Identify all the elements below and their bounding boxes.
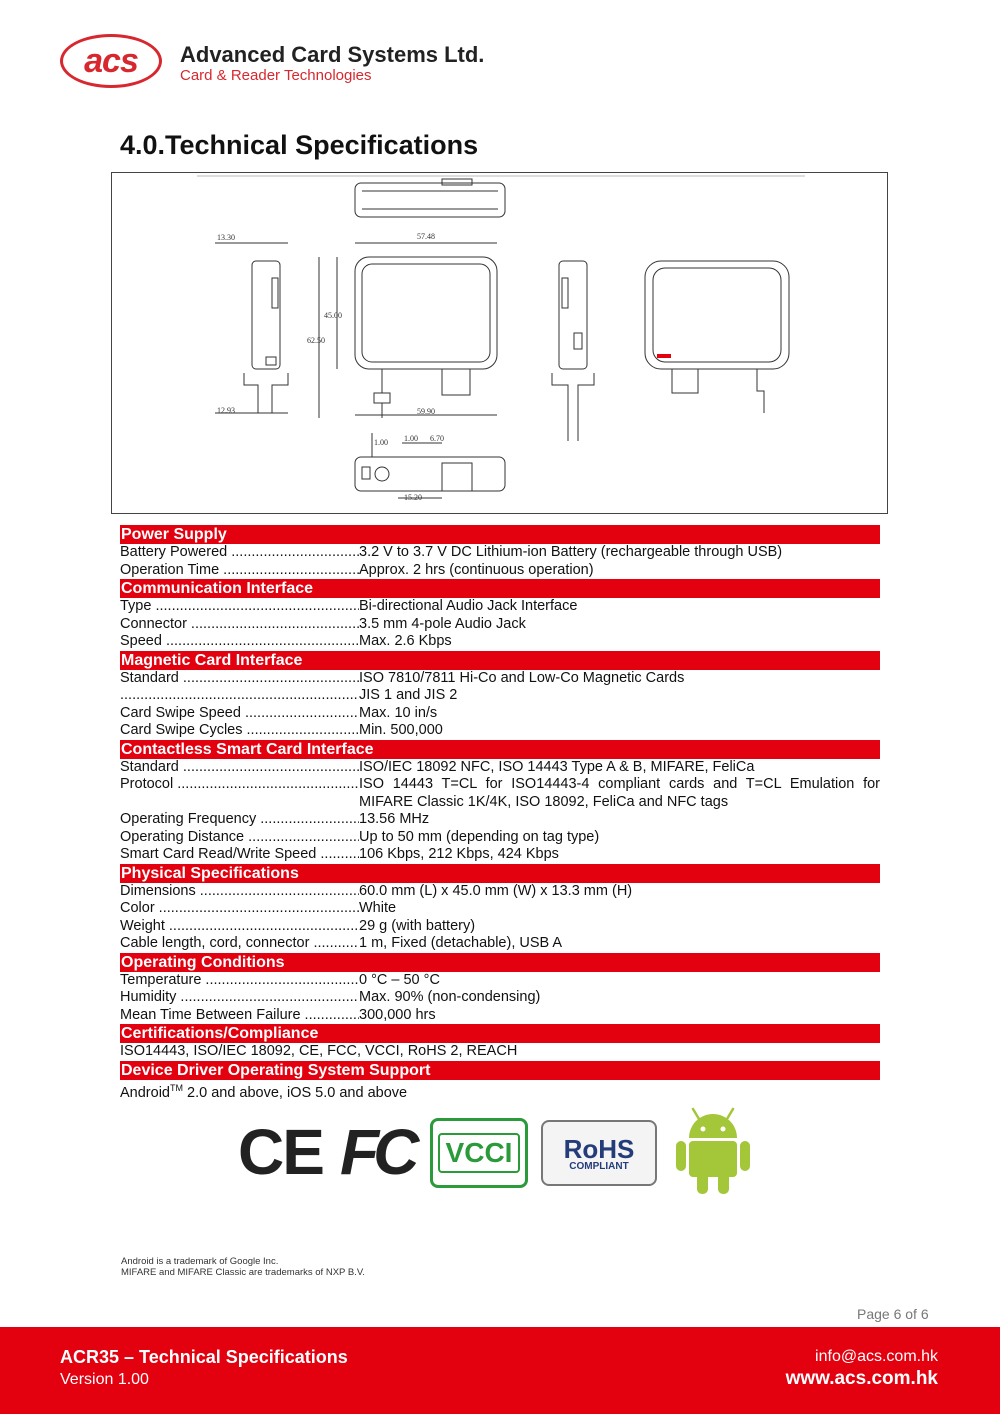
spec-row	[120, 670, 880, 688]
spec-value: 1 m, Fixed (detachable), USB A	[359, 935, 563, 951]
spec-label	[120, 705, 359, 723]
spec-label	[120, 562, 359, 580]
spec-value: Max. 2.6 Kbps	[359, 633, 452, 649]
android-robot-icon	[673, 1104, 753, 1201]
spec-label	[120, 989, 359, 1007]
spec-row	[120, 705, 880, 723]
device-perspective-view	[645, 261, 789, 369]
spec-row	[120, 1080, 880, 1102]
spec-label-text: Smart Card Read/Write Speed .....	[120, 846, 359, 862]
spec-row	[120, 722, 880, 740]
spec-label-text: Mean Time Between Failure .....	[120, 1007, 359, 1023]
dim-6-70: 6.70	[430, 434, 444, 443]
vcci-logo-text: VCCI	[438, 1133, 521, 1173]
spec-value: 3.2 V to 3.7 V DC Lithium-ion Battery (rechargeable through USB)	[359, 544, 783, 560]
ce-mark-logo: CE	[238, 1116, 323, 1188]
section-title: 4.0.Technical Specifications	[120, 130, 479, 160]
vcci-logo	[430, 1118, 528, 1188]
spec-label-text: Card Swipe Speed .....	[120, 705, 359, 721]
spec-label-text: Dimensions .....	[120, 883, 359, 899]
rohs-logo	[541, 1120, 657, 1186]
spec-row	[120, 829, 880, 847]
spec-label-text: Operation Time .....	[120, 562, 359, 578]
spec-label-text: Cable length, cord, connector .....	[120, 935, 359, 951]
spec-value: 60.0 mm (L) x 45.0 mm (W) x 13.3 mm (H)	[359, 882, 633, 899]
device-left-side-view	[252, 261, 280, 369]
device-top-view	[355, 183, 505, 217]
device-right-side-view	[559, 261, 587, 369]
spec-label	[120, 670, 359, 688]
dim-1-00-b: 1.00	[404, 434, 418, 443]
spec-row	[120, 776, 880, 811]
spec-label-text: Humidity .....	[120, 989, 359, 1005]
spec-label-text: Speed .....	[120, 633, 359, 649]
dim-59-90: 59.90	[417, 407, 435, 416]
spec-row	[120, 598, 880, 616]
spec-label	[120, 829, 359, 847]
spec-value: ISO14443, ISO/IEC 18092, CE, FCC, VCCI, RoHS 2, REACH	[120, 1043, 518, 1059]
spec-label-text: Temperature .....	[120, 972, 359, 988]
spec-label	[120, 633, 359, 651]
spec-row	[120, 883, 880, 901]
spec-row	[120, 616, 880, 634]
spec-value	[120, 1080, 880, 1102]
spec-category-header: Operating Conditions	[120, 953, 880, 972]
spec-value: ISO/IEC 18092 NFC, ISO 14443 Type A & B, MIFARE, FeliCa	[359, 758, 755, 775]
spec-value: Max. 10 in/s	[359, 704, 438, 721]
footnote-android: Android is a trademark of Google Inc.	[121, 1256, 279, 1267]
spec-row	[120, 633, 880, 651]
spec-category-header: Power Supply	[120, 525, 880, 544]
spec-label	[120, 544, 359, 562]
dim-62-50: 62.50	[307, 336, 325, 345]
footer-document-title: ACR35 – Technical Specifications	[60, 1347, 348, 1367]
spec-label-text: Weight .....	[120, 918, 359, 934]
spec-label	[120, 722, 359, 740]
acs-logo	[60, 34, 162, 88]
dim-57-48: 57.48	[417, 232, 435, 241]
spec-label-text: Protocol .....	[120, 776, 359, 792]
spec-row	[120, 1007, 880, 1025]
spec-value: 13.56 MHz	[359, 811, 430, 827]
spec-value: ISO 14443 T=CL for ISO14443-4 compliant cards and T=CL Emulation for MIFARE Classic 1K/4K, ISO 18092, FeliCa and NFC tags	[359, 776, 880, 810]
dim-12-93: 12.93	[217, 406, 235, 415]
company-tagline: Card & Reader Technologies	[180, 67, 372, 84]
spec-label	[120, 935, 359, 953]
spec-label	[120, 759, 359, 777]
spec-row	[120, 989, 880, 1007]
spec-label	[120, 598, 359, 616]
spec-label	[120, 900, 359, 918]
spec-value: 3.5 mm 4-pole Audio Jack	[359, 615, 526, 632]
spec-value: 29 g (with battery)	[359, 917, 476, 934]
spec-value: 106 Kbps, 212 Kbps, 424 Kbps	[359, 846, 559, 862]
spec-label-text: Operating Frequency .....	[120, 811, 359, 827]
spec-label	[120, 1007, 359, 1025]
spec-category-header: Device Driver Operating System Support	[120, 1061, 880, 1080]
spec-label-text: Standard .....	[120, 759, 359, 775]
spec-label-text	[120, 687, 359, 703]
spec-value-text: Android	[120, 1084, 170, 1101]
spec-row	[120, 918, 880, 936]
spec-row	[120, 544, 880, 562]
footer-version: Version 1.00	[60, 1371, 149, 1388]
spec-label-text: Color .....	[120, 900, 359, 916]
trademark-superscript: TM	[169, 1082, 183, 1093]
spec-label	[120, 616, 359, 634]
acs-logo-text: acs	[84, 42, 138, 80]
spec-label	[120, 687, 359, 705]
spec-value: 300,000 hrs	[359, 1006, 436, 1023]
drawing-svg	[112, 173, 889, 515]
spec-value: Up to 50 mm (depending on tag type)	[359, 828, 600, 845]
spec-row	[120, 900, 880, 918]
spec-value: Bi-directional Audio Jack Interface	[359, 598, 578, 614]
spec-value: Max. 90% (non-condensing)	[359, 989, 541, 1005]
rohs-logo-sub: COMPLIANT	[569, 1161, 629, 1172]
spec-label	[120, 776, 359, 811]
spec-category-header: Magnetic Card Interface	[120, 651, 880, 670]
spec-row	[120, 759, 880, 777]
spec-category-header: Physical Specifications	[120, 864, 880, 883]
spec-value: 0 °C – 50 °C	[359, 971, 440, 988]
spec-category-header: Communication Interface	[120, 579, 880, 598]
spec-value: White	[359, 900, 397, 916]
fcc-logo: FC	[340, 1116, 414, 1188]
spec-category-header: Certifications/Compliance	[120, 1024, 880, 1043]
spec-value-text: 2.0 and above, iOS 5.0 and above	[182, 1084, 408, 1101]
spec-label-text: Type .....	[120, 598, 359, 614]
spec-label	[120, 918, 359, 936]
spec-label-text: Card Swipe Cycles .....	[120, 722, 359, 738]
spec-category-header: Contactless Smart Card Interface	[120, 740, 880, 759]
dim-1-00-a: 1.00	[374, 438, 388, 447]
spec-row	[120, 846, 880, 864]
spec-value: JIS 1 and JIS 2	[359, 687, 458, 703]
technical-drawing	[111, 172, 888, 514]
company-name: Advanced Card Systems Ltd.	[180, 42, 485, 67]
spec-label	[120, 846, 359, 864]
spec-label	[120, 811, 359, 829]
device-front-view	[355, 257, 497, 369]
dim-15-20: 15.20	[404, 493, 422, 502]
dim-13-30: 13.30	[217, 233, 235, 242]
spec-row	[120, 687, 880, 705]
footer-website-link[interactable]: www.acs.com.hk	[785, 1368, 938, 1389]
rohs-logo-main: RoHS	[563, 1134, 635, 1164]
spec-row	[120, 1043, 880, 1061]
spec-label-text: Connector .....	[120, 616, 359, 632]
footnote-mifare: MIFARE and MIFARE Classic are trademarks of NXP B.V.	[121, 1267, 365, 1278]
spec-row	[120, 811, 880, 829]
spec-row	[120, 972, 880, 990]
spec-value: ISO 7810/7811 Hi-Co and Low-Co Magnetic Cards	[359, 669, 685, 686]
spec-label-text: Battery Powered .....	[120, 544, 359, 560]
spec-label-text: Standard .....	[120, 670, 359, 686]
spec-row	[120, 562, 880, 580]
spec-row	[120, 935, 880, 953]
footer-email-link[interactable]: info@acs.com.hk	[815, 1348, 938, 1365]
dim-45-00: 45.00	[324, 311, 342, 320]
spec-value: Approx. 2 hrs (continuous operation)	[359, 561, 594, 578]
spec-label	[120, 883, 359, 901]
page-number: Page 6 of 6	[857, 1306, 929, 1322]
device-bottom-view	[355, 457, 505, 491]
spec-label-text: Operating Distance .....	[120, 829, 359, 845]
spec-label	[120, 972, 359, 990]
spec-value: Min. 500,000	[359, 722, 443, 738]
spec-table	[120, 525, 880, 1102]
